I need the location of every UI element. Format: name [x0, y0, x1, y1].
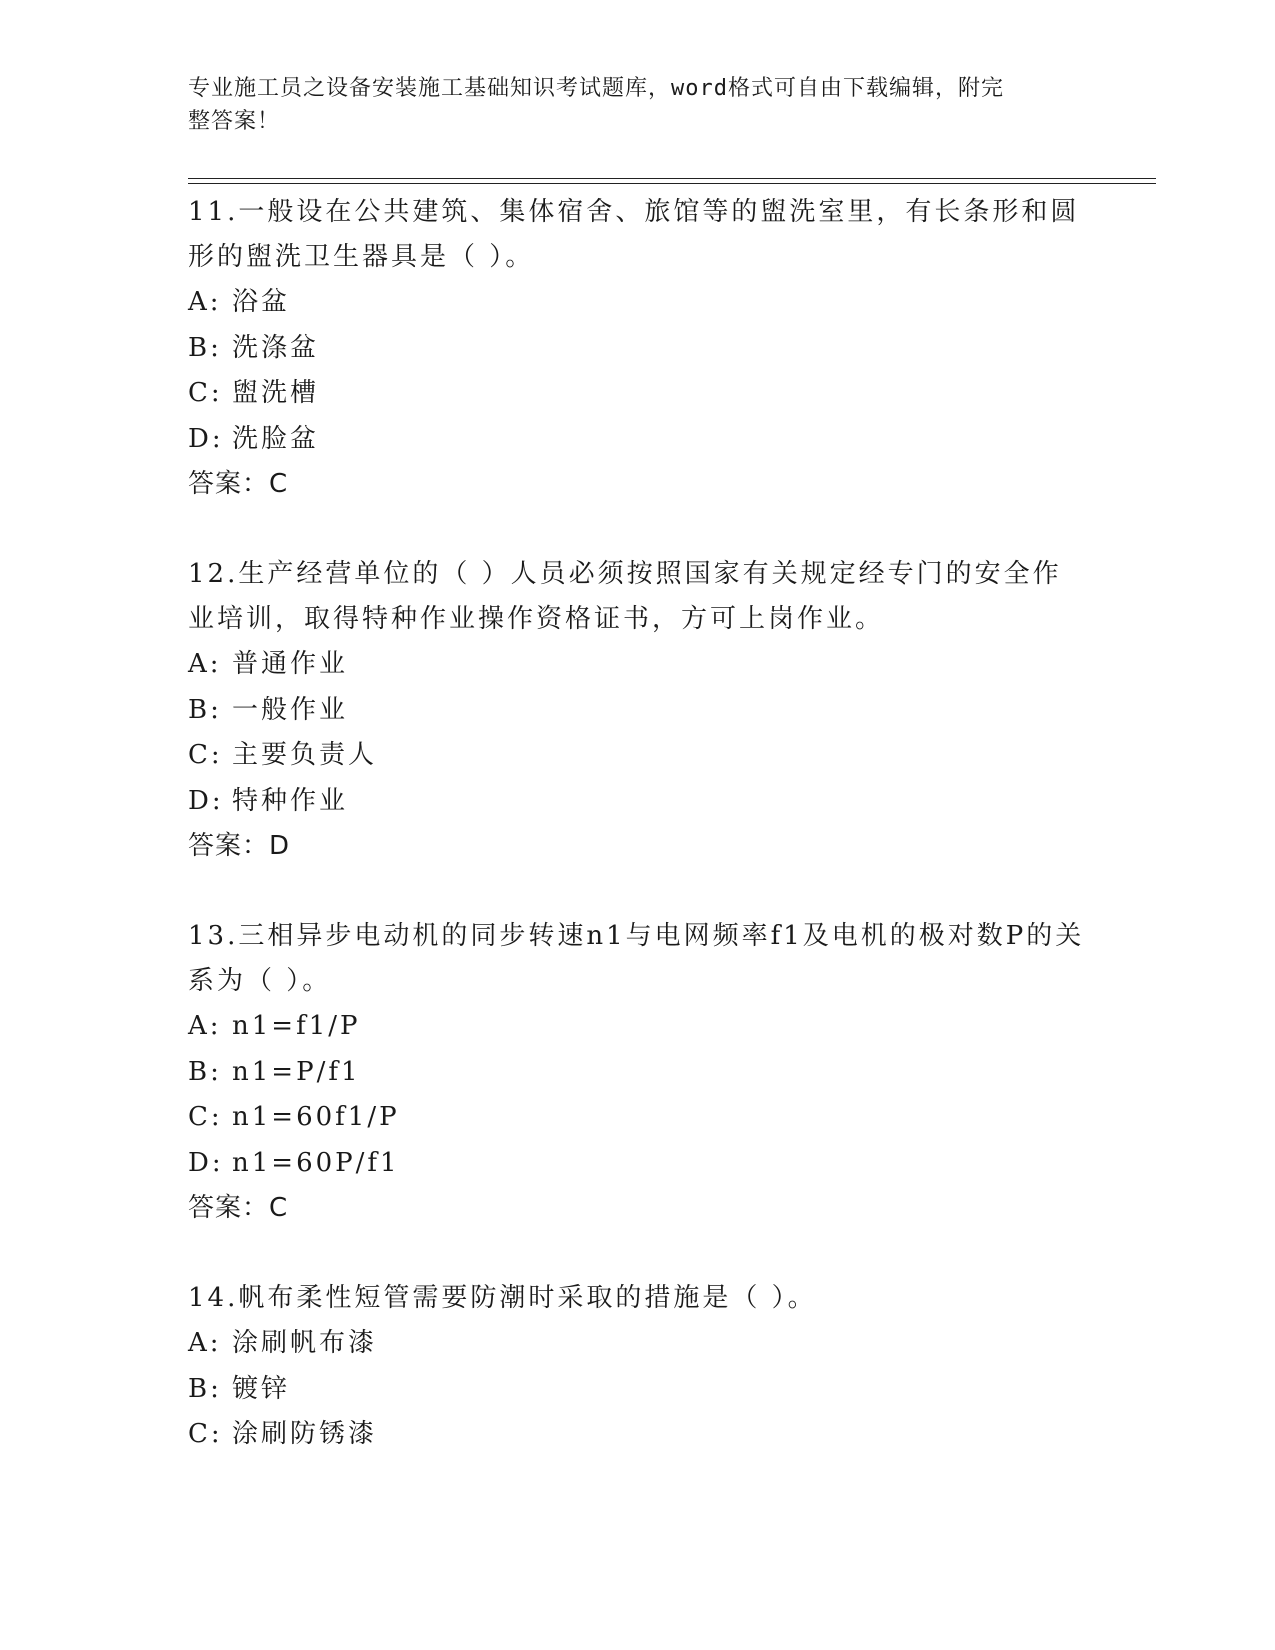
option-text: n1=P/f1: [232, 1056, 361, 1087]
document-header: [188, 72, 1068, 138]
option-letter: D:: [188, 785, 224, 816]
option-b: [188, 326, 1088, 372]
question-11: [188, 190, 1088, 507]
option-text: 普通作业: [232, 649, 349, 679]
option-b: [188, 688, 1088, 734]
question-stem: 14.帆布柔性短管需要防潮时采取的措施是（ ）。: [188, 1283, 817, 1313]
option-d: [188, 779, 1088, 825]
option-letter: C:: [188, 1102, 223, 1132]
option-b: [188, 1050, 1088, 1096]
question-12: [188, 552, 1088, 869]
option-letter: A:: [188, 1328, 222, 1358]
option-text: n1=60P/f1: [232, 1147, 400, 1178]
option-letter: D:: [188, 1147, 224, 1178]
header-divider-bottom: [188, 183, 1156, 184]
option-a: [188, 280, 1088, 326]
option-text: n1=60f1/P: [232, 1102, 400, 1132]
question-stem: 13.三相异步电动机的同步转速n1与电网频率f1及电机的极对数P的关系为（ ）。: [188, 921, 1085, 996]
option-d: [188, 1141, 1088, 1187]
option-b: [188, 1367, 1088, 1413]
option-c: [188, 1412, 1088, 1458]
option-text: 洗涤盆: [232, 332, 320, 363]
option-c: [188, 1095, 1088, 1141]
option-text: 洗脸盆: [232, 423, 320, 454]
option-letter: A:: [188, 287, 222, 317]
option-text: 涂刷帆布漆: [232, 1328, 378, 1358]
option-letter: B:: [188, 694, 222, 725]
option-text: 镀锌: [232, 1373, 291, 1404]
option-letter: C:: [188, 740, 223, 770]
option-letter: A:: [188, 1011, 222, 1041]
option-text: n1=f1/P: [232, 1011, 361, 1041]
option-text: 盥洗槽: [232, 378, 320, 408]
option-a: [188, 1004, 1088, 1050]
option-letter: B:: [188, 1373, 222, 1404]
answer: 答案：D: [188, 831, 291, 861]
header-line-1: 专业施工员之设备安装施工基础知识考试题库，word格式可自由下载编辑，附完: [188, 76, 1004, 101]
option-letter: A:: [188, 649, 222, 679]
question-list: [188, 190, 1088, 1503]
question-stem: 11.一般设在公共建筑、集体宿舍、旅馆等的盥洗室里，有长条形和圆形的盥洗卫生器具是（ ）。: [188, 197, 1080, 272]
option-letter: B:: [188, 1056, 222, 1087]
answer: 答案：C: [188, 469, 289, 499]
question-stem: 12.生产经营单位的（ ）人员必须按照国家有关规定经专门的安全作业培训，取得特种作业操作资格证书，方可上岗作业。: [188, 559, 1062, 634]
header-divider-top: [188, 178, 1156, 179]
option-text: 特种作业: [232, 785, 349, 816]
option-text: 浴盆: [232, 287, 291, 317]
option-a: [188, 1321, 1088, 1367]
question-14: [188, 1276, 1088, 1458]
option-text: 一般作业: [232, 694, 349, 725]
option-letter: C:: [188, 378, 223, 408]
answer: 答案：C: [188, 1193, 289, 1223]
option-a: [188, 642, 1088, 688]
option-letter: B:: [188, 332, 222, 363]
header-line-2: 整答案！: [188, 109, 281, 134]
question-13: [188, 914, 1088, 1231]
option-c: [188, 371, 1088, 417]
option-letter: C:: [188, 1419, 223, 1449]
option-text: 涂刷防锈漆: [232, 1419, 378, 1449]
option-letter: D:: [188, 423, 224, 454]
option-d: [188, 417, 1088, 463]
option-text: 主要负责人: [232, 740, 378, 770]
option-c: [188, 733, 1088, 779]
